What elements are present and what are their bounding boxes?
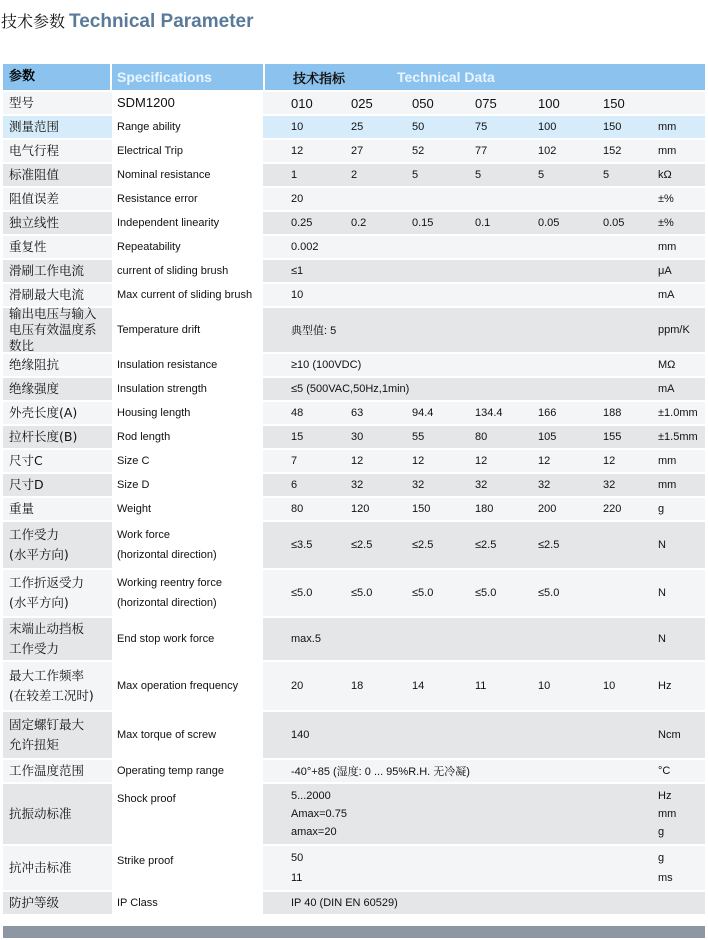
param-value: 典型值: 5	[291, 325, 337, 337]
param-values	[265, 426, 705, 448]
table-row	[3, 236, 705, 260]
param-values	[265, 116, 705, 138]
param-value: 12	[538, 455, 551, 467]
param-name-cn	[3, 570, 110, 616]
param-value: 32	[475, 479, 488, 491]
table-row	[3, 570, 705, 618]
param-name-en	[112, 570, 263, 616]
param-name-en	[112, 116, 263, 138]
param-name-en	[112, 402, 263, 424]
param-unit: mA	[658, 289, 675, 301]
title-cn: 技术参数	[1, 12, 66, 31]
param-value: 100	[538, 95, 560, 111]
param-value: ≤5.0	[475, 587, 497, 599]
param-name-en	[112, 188, 263, 210]
param-value: ≤2.5	[351, 539, 373, 551]
param-name-en	[112, 236, 263, 258]
header-tech-en: Technical Data	[397, 69, 495, 85]
param-name-en-text: Shock proof	[117, 793, 176, 805]
param-value: IP 40 (DIN EN 60529)	[291, 897, 398, 909]
param-value: 50 11	[291, 852, 304, 884]
param-value: ≥10 (100VDC)	[291, 359, 362, 371]
param-name-cn	[3, 378, 110, 400]
param-value: 32	[351, 479, 364, 491]
param-name-cn-text: 末端止动挡板 工作受力	[9, 621, 85, 656]
param-name-cn-text: 重复性	[9, 239, 47, 254]
param-name-cn-text: 测量范围	[9, 119, 60, 134]
param-value: 48	[291, 407, 304, 419]
param-name-en	[112, 498, 263, 520]
param-value: 20	[291, 680, 304, 692]
param-unit: ±%	[658, 217, 674, 229]
param-name-cn	[3, 354, 110, 376]
param-values	[265, 260, 705, 282]
param-name-cn	[3, 892, 110, 914]
param-name-cn	[3, 260, 110, 282]
param-value: 120	[351, 503, 370, 515]
table-row	[3, 426, 705, 450]
param-name-en	[112, 164, 263, 186]
param-value: 5	[475, 169, 482, 181]
param-name-en	[112, 618, 263, 660]
param-value: 150	[412, 503, 431, 515]
param-name-cn	[3, 450, 110, 472]
param-name-cn-text: 输出电压与输入电压有效温度系数比	[9, 306, 97, 353]
param-name-cn	[3, 284, 110, 306]
param-name-cn	[3, 236, 110, 258]
param-value: 52	[412, 145, 425, 157]
table-row	[3, 712, 705, 760]
param-name-cn-text: 工作温度范围	[9, 763, 85, 778]
table-row	[3, 308, 705, 354]
param-name-cn-text: 工作受力 (水平方向)	[9, 527, 69, 562]
param-name-cn-text: 最大工作频率 (在较差工况时)	[9, 668, 94, 703]
param-value: 7	[291, 455, 298, 467]
param-value: 80	[291, 503, 304, 515]
param-value: 12	[351, 455, 364, 467]
param-value: 94.4	[412, 407, 434, 419]
table-row	[3, 378, 705, 402]
param-value: 150	[603, 121, 622, 133]
param-name-en	[112, 140, 263, 162]
param-name-en-text: Max operation frequency	[117, 680, 239, 692]
param-value: 32	[603, 479, 616, 491]
param-value: 0.05	[603, 217, 625, 229]
param-values	[265, 188, 705, 210]
param-name-en	[112, 426, 263, 448]
param-name-en-text: current of sliding brush	[117, 265, 229, 277]
param-name-en-text: Max torque of screw	[117, 729, 217, 741]
param-value: 100	[538, 121, 557, 133]
param-values	[265, 570, 705, 616]
param-value: 105	[538, 431, 557, 443]
param-unit: g ms	[658, 852, 673, 884]
param-value: 12	[291, 145, 304, 157]
param-value: ≤2.5	[475, 539, 497, 551]
param-name-cn-text: 绝缘阻抗	[9, 357, 60, 372]
param-unit: Hz mm g	[658, 790, 677, 838]
param-values	[265, 662, 705, 710]
param-values	[265, 522, 705, 568]
param-name-en-text: Rod length	[117, 431, 171, 443]
table-row	[3, 188, 705, 212]
param-value: 188	[603, 407, 622, 419]
param-name-en-text: SDM1200	[117, 95, 175, 110]
table-row	[3, 498, 705, 522]
param-value: 63	[351, 407, 364, 419]
param-values	[265, 378, 705, 400]
param-value: ≤5.0	[351, 587, 373, 599]
param-name-cn-text: 固定螺钉最大 允许扭矩	[9, 717, 85, 752]
table-row	[3, 92, 705, 116]
param-value: 27	[351, 145, 364, 157]
param-value: 25	[351, 121, 364, 133]
param-value: 152	[603, 145, 622, 157]
param-values	[265, 354, 705, 376]
param-name-cn-text: 阻值误差	[9, 191, 60, 206]
param-value: 220	[603, 503, 622, 515]
param-name-en	[112, 892, 263, 914]
param-unit: ±1.5mm	[658, 431, 698, 443]
param-unit: ppm/K	[658, 324, 690, 336]
param-name-cn-text: 滑刷工作电流	[9, 263, 85, 278]
table-row	[3, 892, 705, 916]
param-value: -40°+85 (湿度: 0 ... 95%R.H. 无冷凝)	[291, 766, 470, 778]
param-name-cn-text: 防护等级	[9, 895, 60, 910]
param-name-cn-text: 重量	[9, 501, 35, 516]
param-name-cn	[3, 188, 110, 210]
param-name-cn	[3, 712, 110, 758]
param-value: 5...2000 Amax=0.75 amax=20	[291, 790, 347, 838]
param-name-cn	[3, 760, 110, 782]
param-unit: N	[658, 539, 666, 551]
header-spec	[112, 64, 263, 90]
param-value: ≤2.5	[538, 539, 560, 551]
param-value: 180	[475, 503, 494, 515]
param-value: ≤1	[291, 265, 304, 277]
param-value: 15	[291, 431, 304, 443]
param-value: 025	[351, 95, 373, 111]
param-value: ≤5.0	[291, 587, 313, 599]
param-name-en	[112, 846, 263, 890]
table-row	[3, 784, 705, 846]
param-value: 200	[538, 503, 557, 515]
param-unit: mm	[658, 241, 677, 253]
param-name-en	[112, 450, 263, 472]
param-name-en	[112, 260, 263, 282]
table-row	[3, 140, 705, 164]
param-value: 6	[291, 479, 298, 491]
param-name-en	[112, 212, 263, 234]
header-spec-label: Specifications	[117, 69, 212, 85]
param-unit: mm	[658, 455, 677, 467]
param-value: ≤3.5	[291, 539, 313, 551]
param-unit: Hz	[658, 680, 672, 692]
param-name-en	[112, 354, 263, 376]
param-values	[265, 212, 705, 234]
param-values	[265, 402, 705, 424]
param-value: 5	[412, 169, 419, 181]
param-values	[265, 474, 705, 496]
param-value: 55	[412, 431, 425, 443]
table-row	[3, 284, 705, 308]
param-value: 10	[538, 680, 551, 692]
param-name-en-text: Strike proof	[117, 855, 174, 867]
header-param	[3, 64, 110, 90]
param-name-en-text: IP Class	[117, 897, 158, 909]
param-name-cn-text: 外壳长度(A)	[9, 405, 78, 420]
param-value: 150	[603, 95, 625, 111]
param-name-en-text: Size C	[117, 455, 150, 467]
param-name-cn	[3, 426, 110, 448]
param-values	[265, 450, 705, 472]
param-name-cn-text: 型号	[9, 95, 35, 110]
table-row	[3, 474, 705, 498]
param-value: 20	[291, 193, 304, 205]
param-name-en	[112, 760, 263, 782]
param-name-cn	[3, 92, 110, 114]
param-unit: g	[658, 503, 665, 515]
table-row	[3, 760, 705, 784]
param-values	[265, 308, 705, 352]
param-name-en	[112, 284, 263, 306]
param-name-en	[112, 784, 263, 844]
param-name-en-text: Weight	[117, 503, 152, 515]
param-name-en-text: Repeatability	[117, 241, 181, 253]
param-value: 5	[603, 169, 610, 181]
param-value: 10	[291, 289, 304, 301]
param-value: 12	[412, 455, 425, 467]
param-name-cn	[3, 402, 110, 424]
param-values	[265, 498, 705, 520]
header-tech	[265, 64, 705, 90]
param-name-cn-text: 绝缘强度	[9, 381, 60, 396]
param-name-cn	[3, 522, 110, 568]
param-value: 166	[538, 407, 557, 419]
param-value: max.5	[291, 633, 321, 645]
param-name-cn	[3, 784, 110, 844]
param-name-cn	[3, 662, 110, 710]
param-value: 30	[351, 431, 364, 443]
param-value: 32	[538, 479, 551, 491]
param-value: ≤5.0	[538, 587, 560, 599]
param-value: ≤5.0	[412, 587, 434, 599]
table-header	[3, 64, 705, 92]
param-name-en	[112, 308, 263, 352]
param-values	[265, 618, 705, 660]
param-value: 10	[603, 680, 616, 692]
param-value: 2	[351, 169, 358, 181]
param-name-en-text: Independent linearity	[117, 217, 220, 229]
param-value: 14	[412, 680, 425, 692]
param-value: 1	[291, 169, 298, 181]
param-value: 11	[475, 680, 487, 692]
param-unit: μA	[658, 265, 672, 277]
param-name-cn	[3, 140, 110, 162]
param-values	[265, 892, 705, 914]
param-values	[265, 760, 705, 782]
param-unit: Ncm	[658, 729, 681, 741]
param-value: 5	[538, 169, 545, 181]
param-values	[265, 284, 705, 306]
param-values	[265, 846, 705, 890]
param-value: 0.05	[538, 217, 560, 229]
param-value: 77	[475, 145, 488, 157]
param-unit: ±1.0mm	[658, 407, 698, 419]
param-values	[265, 784, 705, 844]
param-value: 12	[603, 455, 616, 467]
param-name-cn	[3, 846, 110, 890]
param-value: 010	[291, 95, 313, 111]
param-unit: N	[658, 633, 666, 645]
param-unit: kΩ	[658, 169, 672, 181]
param-name-en-text: Insulation resistance	[117, 359, 218, 371]
table-row	[3, 260, 705, 284]
param-value: 0.1	[475, 217, 491, 229]
param-name-en-text: Operating temp range	[117, 765, 225, 777]
param-name-cn-text: 尺寸C	[9, 453, 43, 468]
param-name-en-text: Size D	[117, 479, 150, 491]
param-unit: °C	[658, 765, 671, 777]
header-tech-cn: 技术指标	[293, 71, 346, 87]
title-en: Technical Parameter	[69, 11, 254, 32]
param-name-en-text: Temperature drift	[117, 324, 201, 336]
param-name-cn-text: 滑刷最大电流	[9, 287, 85, 302]
param-name-cn	[3, 212, 110, 234]
param-value: 10	[291, 121, 304, 133]
param-value: 0.002	[291, 241, 319, 253]
param-value: 50	[412, 121, 425, 133]
table-row	[3, 354, 705, 378]
param-name-cn-text: 电气行程	[9, 143, 60, 158]
param-unit: mm	[658, 479, 677, 491]
table-row	[3, 522, 705, 570]
param-name-en	[112, 92, 263, 114]
param-value: 0.2	[351, 217, 367, 229]
table-row	[3, 450, 705, 474]
param-value: 12	[475, 455, 488, 467]
param-values	[265, 164, 705, 186]
table-row	[3, 212, 705, 236]
param-name-cn	[3, 618, 110, 660]
table-row	[3, 402, 705, 426]
param-name-en-text: Housing length	[117, 407, 191, 419]
param-unit: mm	[658, 145, 677, 157]
param-value: 050	[412, 95, 434, 111]
param-values	[265, 236, 705, 258]
param-name-cn	[3, 474, 110, 496]
param-name-cn-text: 抗冲击标准	[9, 860, 72, 875]
table-row	[3, 662, 705, 712]
param-unit: ±%	[658, 193, 674, 205]
param-values	[265, 92, 705, 114]
param-unit: mA	[658, 383, 675, 395]
param-unit: MΩ	[658, 359, 676, 371]
param-value: 75	[475, 121, 488, 133]
param-values	[265, 140, 705, 162]
param-name-en-text: Resistance error	[117, 193, 198, 205]
param-unit: N	[658, 587, 666, 599]
param-name-en	[112, 378, 263, 400]
param-name-en	[112, 712, 263, 758]
bottom-bar	[3, 926, 705, 938]
param-name-en	[112, 522, 263, 568]
param-value: 134.4	[475, 407, 503, 419]
param-name-cn	[3, 116, 110, 138]
table-row	[3, 116, 705, 140]
table-body	[3, 92, 705, 916]
page-title	[1, 9, 253, 35]
param-value: ≤2.5	[412, 539, 434, 551]
header-param-label: 参数	[9, 69, 36, 84]
param-value: 80	[475, 431, 488, 443]
param-name-en-text: Insulation strength	[117, 383, 207, 395]
param-value: 102	[538, 145, 557, 157]
param-name-en-text: Working reentry force (horizontal direction)	[117, 577, 222, 609]
param-name-cn	[3, 308, 110, 352]
table-row	[3, 618, 705, 662]
param-name-en-text: End stop work force	[117, 633, 215, 645]
param-value: 0.15	[412, 217, 434, 229]
param-name-en-text: Work force (horizontal direction)	[117, 529, 217, 561]
param-name-cn-text: 抗振动标准	[9, 806, 72, 821]
param-value: 32	[412, 479, 425, 491]
param-name-cn-text: 标准阻值	[9, 167, 60, 182]
param-name-cn-text: 拉杆长度(B)	[9, 429, 78, 444]
param-name-en-text: Nominal resistance	[117, 169, 211, 181]
param-name-cn	[3, 498, 110, 520]
param-value: ≤5 (500VAC,50Hz,1min)	[291, 383, 410, 395]
param-name-cn-text: 工作折返受力 (水平方向)	[9, 575, 85, 610]
param-value: 0.25	[291, 217, 313, 229]
param-name-en-text: Electrical Trip	[117, 145, 184, 157]
param-name-en	[112, 662, 263, 710]
param-value: 18	[351, 680, 364, 692]
param-value: 075	[475, 95, 497, 111]
param-values	[265, 712, 705, 758]
param-value: 155	[603, 431, 622, 443]
param-name-en-text: Range ability	[117, 121, 181, 133]
param-unit: mm	[658, 121, 677, 133]
param-name-cn	[3, 164, 110, 186]
param-name-en-text: Max current of sliding brush	[117, 289, 253, 301]
param-name-cn-text: 尺寸D	[9, 477, 44, 492]
param-name-en	[112, 474, 263, 496]
param-value: 140	[291, 729, 310, 741]
table-row	[3, 164, 705, 188]
param-name-cn-text: 独立线性	[9, 215, 60, 230]
parameter-table	[3, 64, 705, 916]
table-row	[3, 846, 705, 892]
